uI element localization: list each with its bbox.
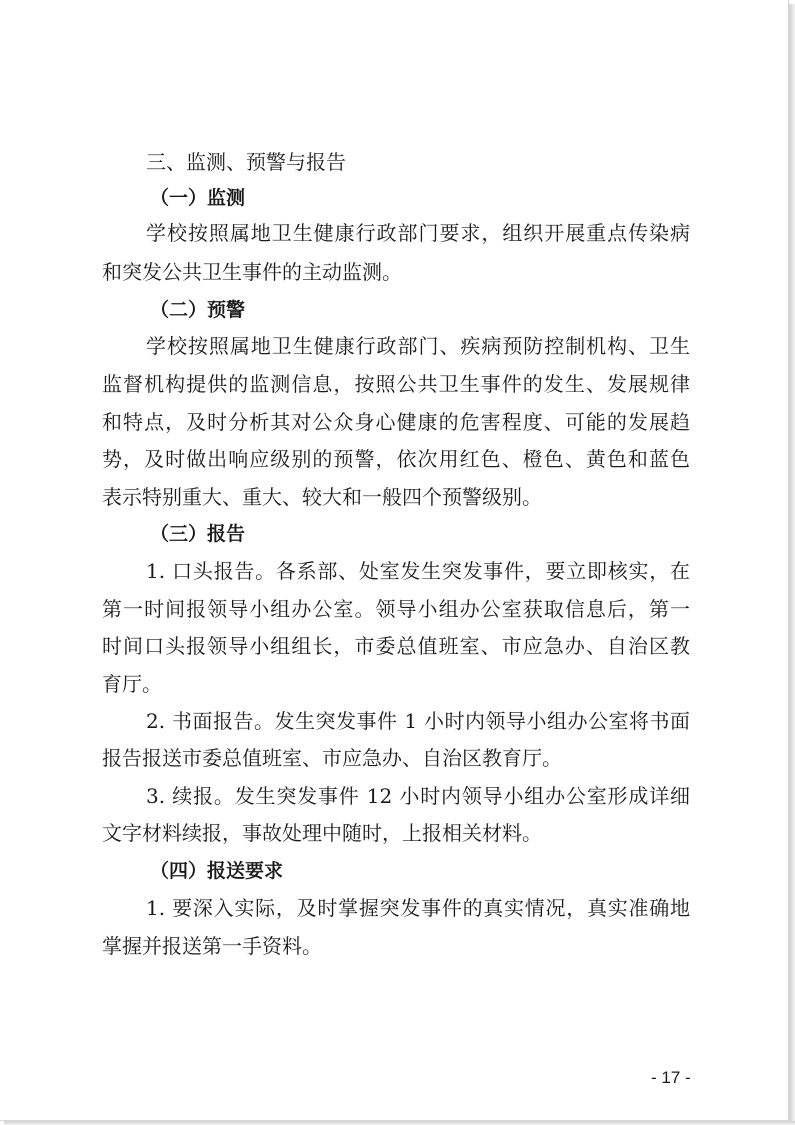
page-number: - 17 - bbox=[651, 1068, 691, 1087]
paragraph-line: 时间口头报领导小组组长，市委总值班室、市应急办、自治区教 bbox=[102, 634, 690, 658]
paragraph-line: 第一时间报领导小组办公室。领导小组办公室获取信息后，第一 bbox=[102, 597, 690, 621]
paragraph-line: 学校按照属地卫生健康行政部门、疾病预防控制机构、卫生 bbox=[146, 334, 690, 358]
paragraph-line: 势，及时做出响应级别的预警，依次用红色、橙色、黄色和蓝色 bbox=[102, 447, 690, 471]
subsection-title-report: （三）报告 bbox=[150, 523, 246, 545]
subsection-title-monitoring: （一）监测 bbox=[150, 187, 246, 209]
paragraph-line: 文字材料续报，事故处理中随时，上报相关材料。 bbox=[102, 821, 542, 845]
paragraph-line: 报告报送市委总值班室、市应急办、自治区教育厅。 bbox=[102, 746, 562, 770]
subsection-title-reporting-requirements: （四）报送要求 bbox=[150, 860, 284, 882]
paragraph-line: 和突发公共卫生事件的主动监测。 bbox=[102, 260, 402, 284]
paragraph-line: 1. 要深入实际，及时掌握突发事件的真实情况，真实准确地 bbox=[146, 896, 690, 920]
paragraph-line: 3. 续报。发生突发事件 12 小时内领导小组办公室形成详细 bbox=[146, 784, 690, 808]
page-shadow-bottom bbox=[4, 1121, 795, 1125]
paragraph-line: 1. 口头报告。各系部、处室发生突发事件，要立即核实，在 bbox=[146, 559, 690, 583]
subsection-title-warning: （二）预警 bbox=[150, 299, 246, 321]
paragraph-line: 学校按照属地卫生健康行政部门要求，组织开展重点传染病 bbox=[146, 221, 690, 245]
paragraph-line: 育厅。 bbox=[102, 672, 162, 696]
section-title: 三、监测、预警与报告 bbox=[146, 150, 346, 174]
paragraph-line: 表示特别重大、重大、较大和一般四个预警级别。 bbox=[102, 485, 542, 509]
page-shadow-right bbox=[789, 4, 795, 1125]
paragraph-line: 掌握并报送第一手资料。 bbox=[102, 934, 322, 958]
paragraph-line: 监督机构提供的监测信息，按照公共卫生事件的发生、发展规律 bbox=[102, 372, 690, 396]
paragraph-line: 2. 书面报告。发生突发事件 1 小时内领导小组办公室将书面 bbox=[146, 709, 690, 733]
paragraph-line: 和特点，及时分析其对公众身心健康的危害程度、可能的发展趋 bbox=[102, 410, 690, 434]
